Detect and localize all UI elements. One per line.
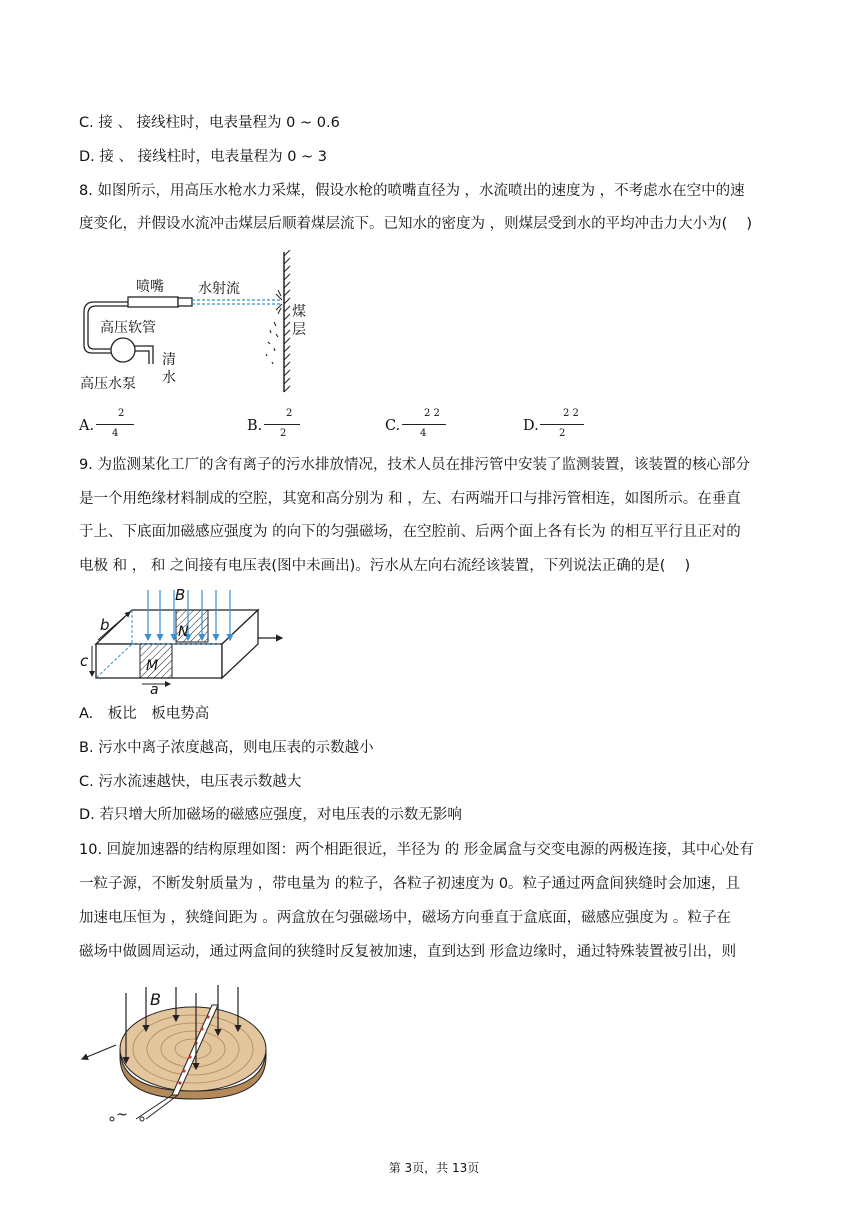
label-c: c xyxy=(80,652,89,670)
label-b: b xyxy=(100,616,110,634)
q7-option-d: D. 接 、 接线柱时，电表量程为 0 ~ 3 xyxy=(79,149,328,165)
label-pump: 高压水泵 xyxy=(80,376,136,392)
q10-stem-line4: 磁场中做圆周运动，通过两盒间的狭缝时反复被加速，直到达到 形盒边缘时，通过特殊装置被引出，则 xyxy=(79,944,737,960)
q9-option-c: C. 污水流速越快，电压表示数越大 xyxy=(79,774,302,790)
q8-option-b-bar xyxy=(264,424,300,425)
label-ac-source: ~ xyxy=(116,1107,128,1123)
q8-option-a-num: 2 xyxy=(118,408,125,419)
q10-figure xyxy=(76,983,276,1123)
q7-option-c: C. 接 、 接线柱时，电表量程为 0 ~ 0.6 xyxy=(79,115,340,131)
q8-stem-line2: 度变化，并假设水流冲击煤层后顺着煤层流下。已知水的密度为 ，则煤层受到水的平均冲击力大小为( ) xyxy=(79,216,753,232)
q9-option-a: A. 板比 板电势高 xyxy=(79,706,210,722)
label-coal-1: 煤 xyxy=(292,304,306,320)
q8-option-a-bar xyxy=(96,424,134,425)
q10-stem-line1: 10. 回旋加速器的结构原理如图：两个相距很近，半径为 的 形金属盒与交变电源的两极连接，其中心处有 xyxy=(79,842,754,858)
q9-stem-line2: 是一个用绝缘材料制成的空腔，其宽和高分别为 和 ，左、右两端开口与排污管相连，如图所示。在垂直 xyxy=(79,491,741,507)
q8-option-d-num: 2 2 xyxy=(563,408,579,419)
q8-option-c-label: C. xyxy=(385,418,401,434)
q8-option-a-den: 4 xyxy=(112,428,119,439)
q8-option-a-label: A. xyxy=(79,418,95,434)
label-water-1: 清 xyxy=(162,352,176,368)
q8-figure xyxy=(78,250,318,400)
label-N: N xyxy=(178,624,189,640)
q9-figure xyxy=(78,584,288,696)
label-coal-2: 层 xyxy=(292,322,306,338)
q8-option-c-den: 4 xyxy=(420,428,427,439)
q8-stem-line1: 8. 如图所示，用高压水枪水力采煤，假设水枪的喷嘴直径为 ，水流喷出的速度为 ，不考虑水在空中的速 xyxy=(79,183,745,199)
q8-option-c-num: 2 2 xyxy=(424,408,440,419)
label-M: M xyxy=(146,658,159,674)
q10-stem-line3: 加速电压恒为 ，狭缝间距为 。两盒放在匀强磁场中，磁场方向垂直于盒底面，磁感应强度为 。粒子在 xyxy=(79,910,731,926)
label-B-field: B xyxy=(150,990,161,1009)
label-a: a xyxy=(150,682,159,696)
q9-stem-line1: 9. 为监测某化工厂的含有离子的污水排放情况，技术人员在排污管中安装了监测装置，该装置的核心部分 xyxy=(79,457,750,473)
q9-stem-line4: 电极 和 ， 和 之间接有电压表(图中未画出)。污水从左向右流经该装置，下列说法正确的是( ) xyxy=(79,558,691,574)
page-footer: 第 3页，共 13页 xyxy=(388,1161,480,1175)
q8-option-b-num: 2 xyxy=(286,408,293,419)
q8-option-d-label: D. xyxy=(523,418,539,434)
q8-option-b-den: 2 xyxy=(280,428,287,439)
q9-option-b: B. 污水中离子浓度越高，则电压表的示数越小 xyxy=(79,740,374,756)
q9-option-d: D. 若只增大所加磁场的磁感应强度，对电压表的示数无影响 xyxy=(79,807,462,823)
label-B: B xyxy=(175,586,186,604)
label-nozzle: 喷嘴 xyxy=(136,279,164,295)
q8-option-b-label: B. xyxy=(247,418,263,434)
label-water-jet: 水射流 xyxy=(198,281,240,297)
q8-option-d-bar xyxy=(540,424,584,425)
q8-option-c-bar xyxy=(402,424,446,425)
label-water-2: 水 xyxy=(162,370,176,386)
q8-option-d-den: 2 xyxy=(559,428,566,439)
label-hose: 高压软管 xyxy=(100,320,156,336)
q10-stem-line2: 一粒子源，不断发射质量为 ，带电量为 的粒子，各粒子初速度为 0。粒子通过两盒间狭缝时会加速，且 xyxy=(79,876,741,892)
q9-stem-line3: 于上、下底面加磁感应强度为 的向下的匀强磁场，在空腔前、后两个面上各有长为 的相互平行且正对的 xyxy=(79,524,741,540)
